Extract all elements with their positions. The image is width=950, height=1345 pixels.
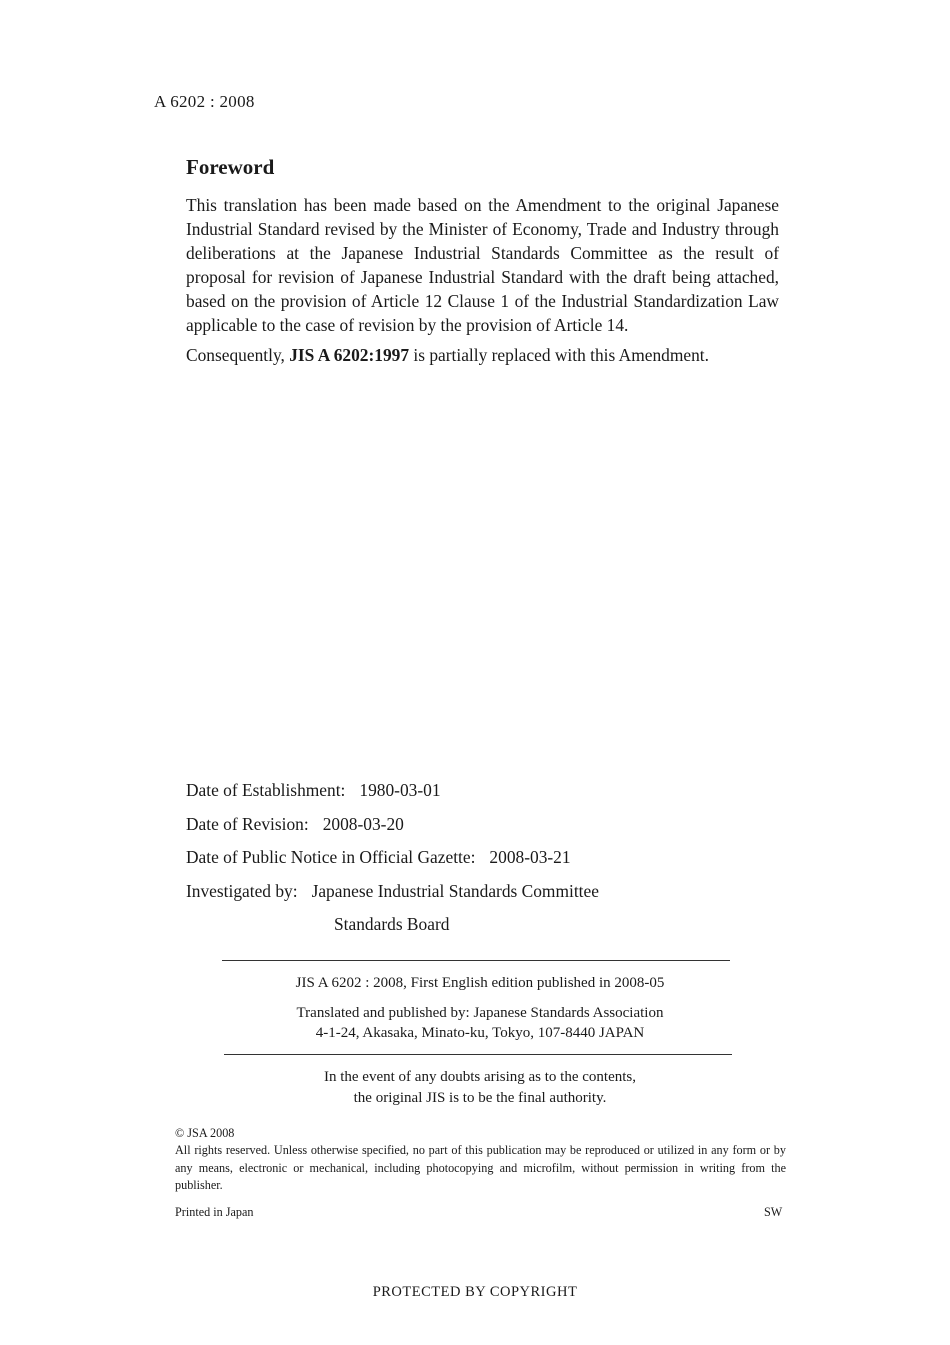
investigated-row-2 (186, 914, 599, 948)
establishment-label: Date of Establishment: (186, 780, 346, 800)
address-line: 4-1-24, Akasaka, Minato-ku, Tokyo, 107-8440 JAPAN (315, 1025, 645, 1041)
protected-notice: PROTECTED BY COPYRIGHT (372, 1284, 578, 1300)
edition-line: JIS A 6202 : 2008, First English edition published in 2008-05 (295, 975, 665, 991)
copyright-mark: © JSA 2008 (175, 1126, 235, 1140)
divider-top (222, 960, 730, 961)
printed-in: Printed in Japan (175, 1205, 254, 1219)
public-notice-label: Date of Public Notice in Official Gazette: (186, 847, 476, 868)
investigated-value-2: Standards Board (334, 914, 450, 935)
printer-code: SW (764, 1205, 783, 1219)
revision-label: Date of Revision: (186, 813, 309, 834)
public-notice-row (186, 847, 599, 881)
foreword-paragraph-1: This translation has been made based on the Amendment to the original Japanese Industrial Standard revised by the Minister of Economy, Trade and Industry through deliberations at the Japanese Industrial Standards Committee as the result of proposal for revision of Japanese Industrial Standard with the draft being attached, based on the provision of Article 12 Clause 1 of the Industrial Standardization Law applicable to the case of revision by the provision of Article 14. (186, 195, 779, 335)
dates-block (186, 780, 599, 948)
revision-value: 2008-03-20 (322, 813, 404, 834)
foreword-title: Foreword (186, 155, 275, 179)
establishment-row (186, 780, 599, 814)
authority-notice-line-2: the original JIS is to be the final authority. (353, 1089, 607, 1106)
paragraph-2-suffix: is partially replaced with this Amendment. (409, 345, 709, 365)
copyright-block (175, 1125, 786, 1195)
divider-bottom (224, 1054, 732, 1055)
investigated-label: Investigated by: (186, 880, 298, 901)
investigated-row (186, 881, 599, 915)
authority-notice (222, 1067, 738, 1108)
establishment-value: 1980-03-01 (359, 780, 441, 800)
revision-row (186, 814, 599, 848)
standard-number: A 6202 : 2008 (154, 92, 255, 111)
copyright-text: All rights reserved. Unless otherwise specified, no part of this publication may be reproduced or utilized in any form or by any means, electronic or mechanical, including photocopying and microfilm, without permission in writing from the publisher. (175, 1143, 786, 1193)
investigated-value: Japanese Industrial Standards Committee (311, 880, 599, 901)
public-notice-value: 2008-03-21 (489, 847, 571, 868)
foreword-body (186, 193, 779, 373)
replaced-standard-ref: JIS A 6202:1997 (289, 345, 410, 365)
foreword-paragraph-2 (186, 343, 779, 367)
publication-info (222, 973, 738, 1043)
translated-by-line: Translated and published by: Japanese Standards Association (296, 1005, 664, 1021)
authority-notice-line-1: In the event of any doubts arising as to the contents, (323, 1069, 636, 1085)
paragraph-2-prefix: Consequently, (186, 345, 290, 365)
